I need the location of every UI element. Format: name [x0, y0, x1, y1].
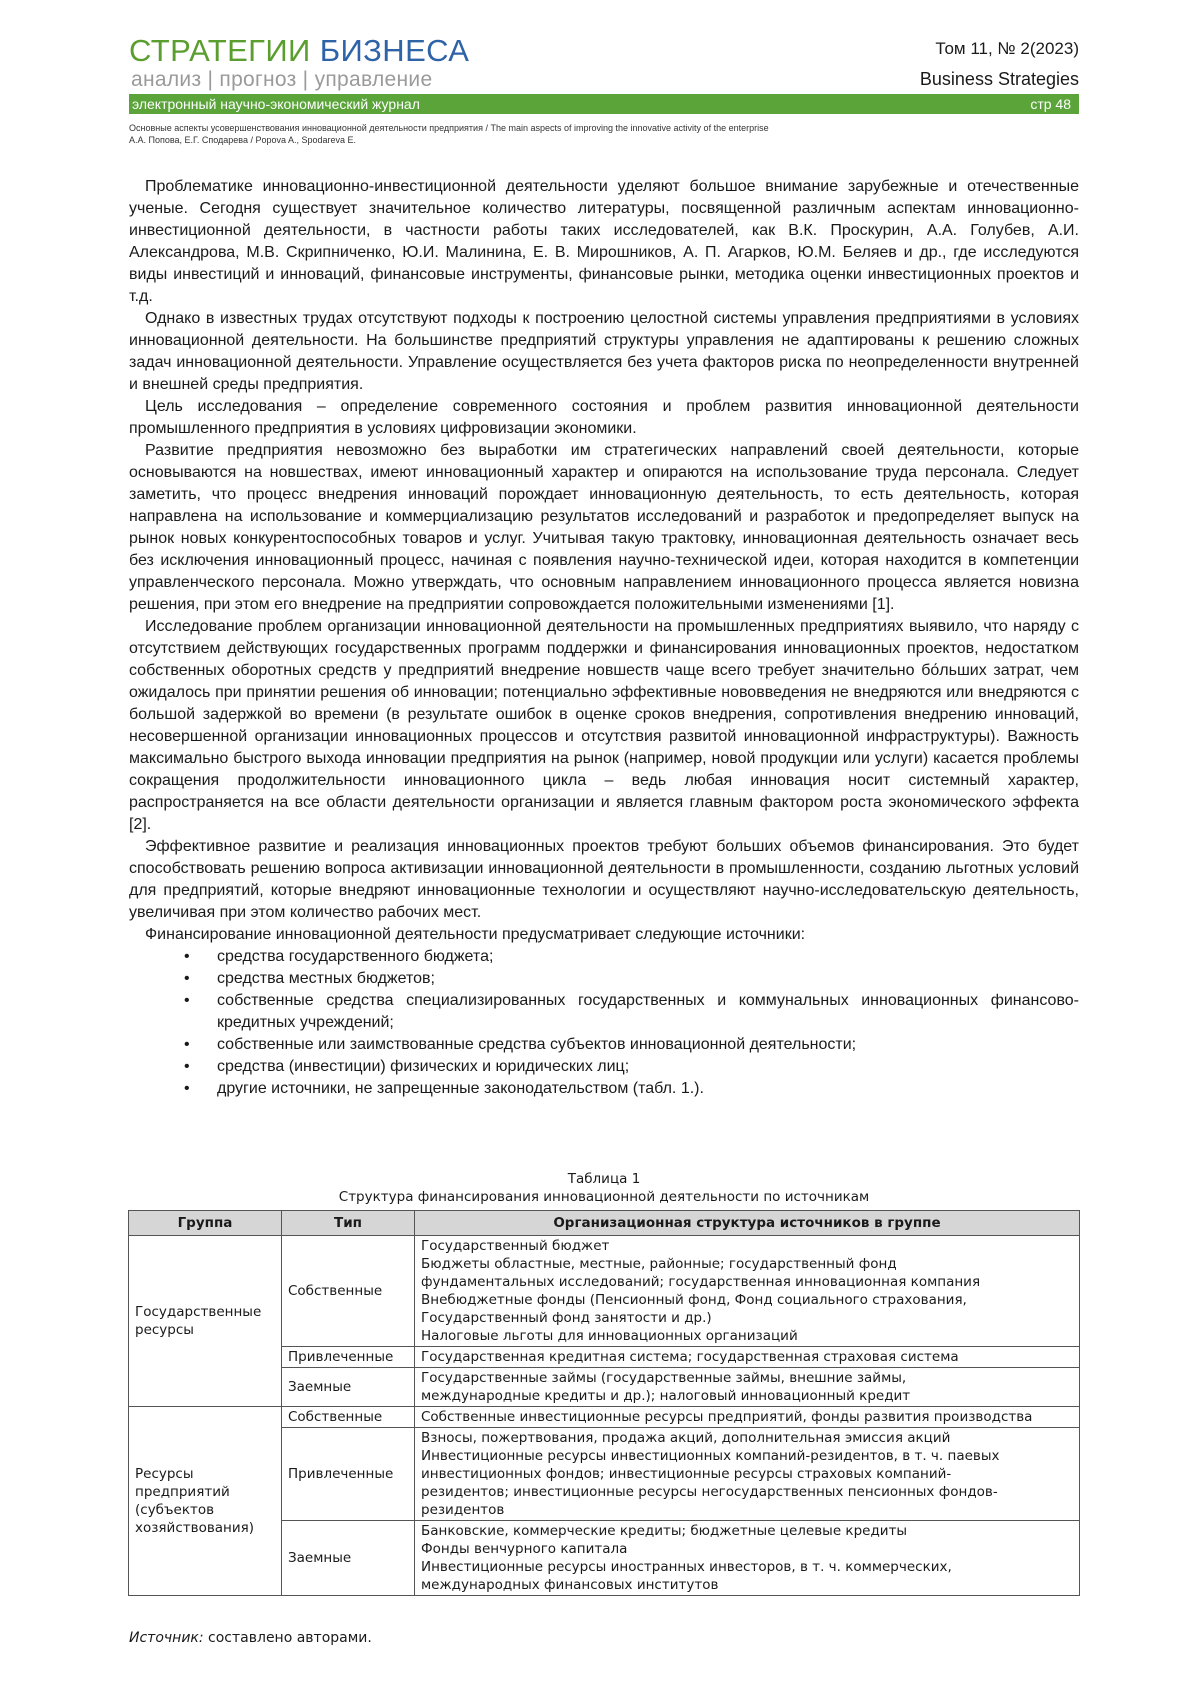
- structure-line: Налоговые льготы для инновационных организаций: [421, 1328, 798, 1344]
- list-item-text: собственные средства специализированных государственных и коммунальных инновационных финансово-кредитных учреждений;: [217, 992, 1079, 1031]
- bullet-icon: •: [184, 970, 190, 987]
- type-cell: Заемные: [282, 1521, 415, 1596]
- journal-subtitle: электронный научно-экономический журнал: [132, 96, 420, 112]
- group-cell: Государственные ресурсы: [129, 1236, 282, 1407]
- table-header-row: [129, 1211, 1080, 1236]
- logo-word-1: СТРАТЕГИИ: [129, 33, 311, 68]
- list-item: [129, 946, 1079, 968]
- type-cell: Привлеченные: [282, 1428, 415, 1521]
- list-item-text: средства государственного бюджета;: [217, 948, 494, 965]
- journal-logo: [129, 34, 469, 68]
- paragraph: Однако в известных трудах отсутствуют подходы к построению целостной системы управления предприятиями в условиях инновационной деятельности. На большинстве предприятий структуры управления не адаптированы к решению сложных задач инновационной деятельности. Управление осуществляется без учета факторов риска по неопределенности внутренней и внешней среды предприятия.: [129, 310, 1079, 393]
- table-row: [129, 1236, 1080, 1347]
- list-item-text: средства (инвестиции) физических и юридических лиц;: [217, 1058, 630, 1075]
- structure-cell: [415, 1407, 1080, 1428]
- type-cell: Собственные: [282, 1236, 415, 1347]
- group-cell: Ресурсы предприятий (субъектов хозяйствования): [129, 1407, 282, 1596]
- structure-cell: [415, 1521, 1080, 1596]
- structure-line: Собственные инвестиционные ресурсы предприятий, фонды развития производства: [421, 1409, 1033, 1425]
- logo-word-2: БИЗНЕСА: [319, 33, 470, 68]
- structure-line: резидентов; инвестиционные ресурсы негосударственных пенсионных фондов-: [421, 1484, 998, 1500]
- structure-line: международные кредиты и др.); налоговый инновационный кредит: [421, 1388, 911, 1404]
- list-item-text: средства местных бюджетов;: [217, 970, 435, 987]
- list-item: [129, 1034, 1079, 1056]
- structure-line: Бюджеты областные, местные, районные; государственный фонд: [421, 1256, 897, 1272]
- structure-line: Внебюджетные фонды (Пенсионный фонд, Фонд социального страхования,: [421, 1292, 967, 1308]
- bullet-icon: •: [184, 948, 190, 965]
- structure-line: инвестиционных фондов; инвестиционные ресурсы страховых компаний-: [421, 1466, 952, 1482]
- structure-line: Государственный фонд занятости и др.): [421, 1310, 712, 1326]
- list-item-text: собственные или заимствованные средства субъектов инновационной деятельности;: [217, 1036, 857, 1053]
- bullet-icon: •: [184, 1080, 190, 1097]
- journal-bar: [129, 94, 1079, 114]
- paragraph: Цель исследования – определение современного состояния и проблем развития инновационной деятельности промышленного предприятия в условиях цифровизации экономики.: [129, 398, 1079, 437]
- structure-cell: [415, 1347, 1080, 1368]
- bullet-icon: •: [184, 1058, 190, 1075]
- structure-line: Банковские, коммерческие кредиты; бюджетные целевые кредиты: [421, 1523, 908, 1539]
- source-text: составлено авторами.: [203, 1630, 372, 1646]
- column-header: Группа: [129, 1211, 282, 1236]
- article-body: [129, 176, 1079, 1100]
- column-header: Организационная структура источников в группе: [415, 1211, 1080, 1236]
- structure-line: Государственные займы (государственные займы, внешние займы,: [421, 1370, 907, 1386]
- type-cell: Собственные: [282, 1407, 415, 1428]
- paragraph: Эффективное развитие и реализация инновационных проектов требуют больших объемов финансирования. Это будет способствовать решению вопроса активизации инновационной деятельности в промышленности, созданию льготных условий для предприятий, которые внедряют инновационные технологии и осуществляют научно-исследовательскую деятельность, увеличивая при этом количество рабочих мест.: [129, 838, 1079, 921]
- running-title: Основные аспекты усовершенствования инновационной деятельности предприятия / The main aspects of improving the innovative activity of the enterprise: [129, 123, 769, 133]
- page-number: стр 48: [1030, 96, 1071, 112]
- list-item: [129, 990, 1079, 1034]
- structure-line: Фонды венчурного капитала: [421, 1541, 628, 1557]
- financing-structure-table: [128, 1210, 1080, 1596]
- funding-sources-list: [129, 946, 1079, 1100]
- paragraph: Проблематике инновационно-инвестиционной деятельности уделяют большое внимание зарубежные и отечественные ученые. Сегодня существует значительное количество литературы, посвященной различным аспектам инновационно-инвестиционной деятельности, в частности работы таких исследователей, как В.К. Проскурин, А.А. Голубев, А.И. Александрова, М.В. Скрипниченко, Ю.И. Малинина, Е. В. Мирошников, А. П. Агарков, Ю.М. Беляев и др., где исследуются виды инвестиций и инноваций, финансовые инструменты, финансовые рынки, методика оценки инвестиционных проектов и т.д.: [129, 178, 1079, 305]
- table-title: Структура финансирования инновационной деятельности по источникам: [338, 1189, 870, 1205]
- paragraph: Финансирование инновационной деятельности предусматривает следующие источники:: [145, 926, 806, 943]
- list-item-text: другие источники, не запрещенные законодательством (табл. 1.).: [217, 1080, 704, 1097]
- journal-english-title: Business Strategies: [919, 69, 1079, 89]
- structure-line: Взносы, пожертвования, продажа акций, дополнительная эмиссия акций: [421, 1430, 951, 1446]
- issue-number: Том 11, № 2(2023): [935, 39, 1079, 58]
- type-cell: Заемные: [282, 1368, 415, 1407]
- journal-tagline: анализ | прогноз | управление: [131, 68, 433, 91]
- running-head: [129, 122, 769, 146]
- structure-cell: [415, 1368, 1080, 1407]
- bullet-icon: •: [184, 992, 190, 1009]
- structure-line: фундаментальных исследований; государственная инновационная компания: [421, 1274, 981, 1290]
- structure-line: международных финансовых институтов: [421, 1577, 719, 1593]
- structure-cell: [415, 1428, 1080, 1521]
- paragraph: Исследование проблем организации инновационной деятельности на промышленных предприятиях выявило, что наряду с отсутствием действующих государственных программ поддержки и финансирования инновационных проектов, недостатком собственных оборотных средств у предприятий внедрение новшеств чаще всего требует значительно бо́льших затрат, чем ожидалось при принятии решения об инновации; потенциально эффективные нововведения не внедряются или внедряются с большой задержкой во времени (в результате ошибок в оценке сроков внедрения, сопротивления внедрению инноваций, несовершенной организации инновационных процессов и отсутствия развитой инновационной инфраструктуры). Важность максимально быстрого выхода инновации предприятия на рынок (например, новой продукции или услуги) касается проблемы сокращения продолжительности инновационного цикла – ведь любая инновация носит системный характер, распространяется на все области деятельности организации и является главным фактором роста экономического эффекта [2].: [129, 618, 1079, 833]
- source-label: Источник:: [129, 1630, 204, 1646]
- structure-line: Государственная кредитная система; государственная страховая система: [421, 1349, 959, 1365]
- list-item: [129, 1056, 1079, 1078]
- structure-line: Инвестиционные ресурсы иностранных инвесторов, в т. ч. коммерческих,: [421, 1559, 952, 1575]
- paragraph: Развитие предприятия невозможно без выработки им стратегических направлений своей деятельности, которые основываются на новшествах, имеют инновационный характер и опираются на использование труда персонала. Следует заметить, что процесс внедрения инноваций порождает инновационную деятельность, то есть деятельность, которая направлена на использование и коммерциализацию результатов исследований и разработок и предопределяет выпуск на рынок новых конкурентоспособных товаров и услуг. Учитывая такую трактовку, инновационная деятельность означает весь без исключения инновационный процесс, начиная с появления научно-технической идеи, которая находится в компетенции управленческого персонала. Можно утверждать, что основным направлением инновационного процесса является новизна решения, при этом его внедрение на предприятии сопровождается положительными изменениями [1].: [129, 442, 1079, 613]
- structure-line: резидентов: [421, 1502, 505, 1518]
- table-source-note: [129, 1628, 372, 1648]
- table-number: Таблица 1: [567, 1171, 641, 1187]
- bullet-icon: •: [184, 1036, 190, 1053]
- table-row: [129, 1407, 1080, 1428]
- structure-cell: [415, 1236, 1080, 1347]
- type-cell: Привлеченные: [282, 1347, 415, 1368]
- column-header: Тип: [282, 1211, 415, 1236]
- list-item: [129, 1078, 1079, 1100]
- list-item: [129, 968, 1079, 990]
- structure-line: Государственный бюджет: [421, 1238, 610, 1254]
- structure-line: Инвестиционные ресурсы инвестиционных компаний-резидентов, в т. ч. паевых: [421, 1448, 1000, 1464]
- running-authors: А.А. Попова, Е.Г. Сподарева / Popova A., Spodareva E.: [129, 135, 357, 145]
